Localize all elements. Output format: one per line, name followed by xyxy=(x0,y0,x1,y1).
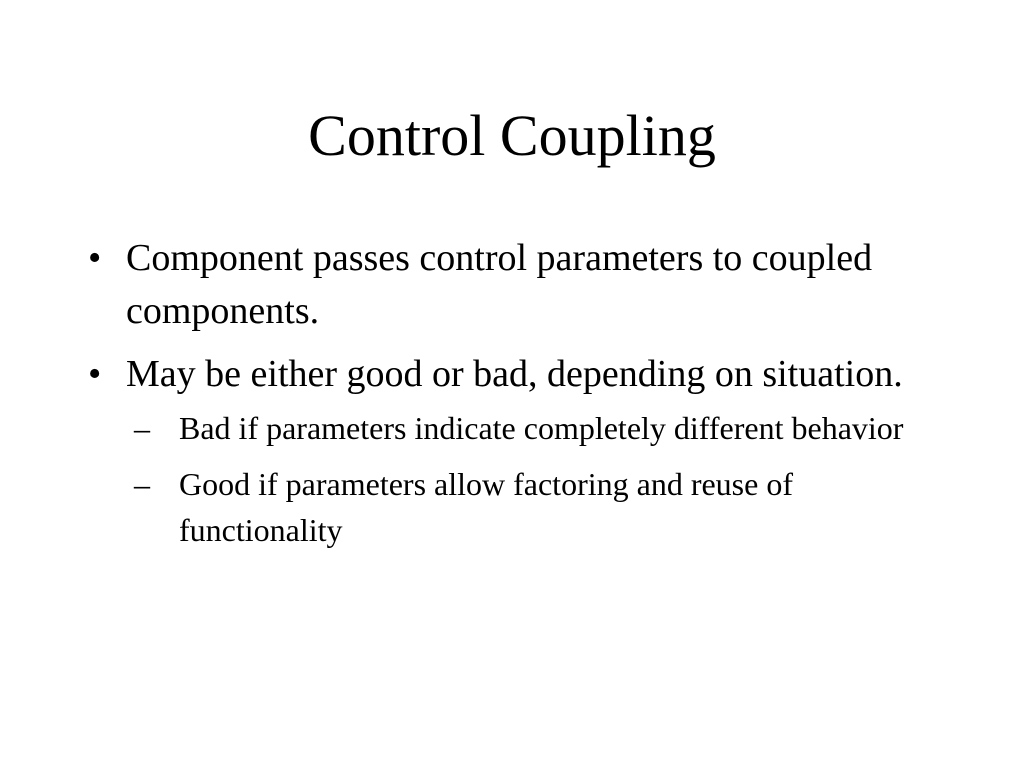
sub-bullet-text: Bad if parameters indicate completely different behavior xyxy=(179,410,904,446)
sub-bullet-marker: – xyxy=(134,410,150,446)
bullet-text: Component passes control parameters to coupled components. xyxy=(126,237,873,332)
sub-bullet-item xyxy=(134,405,948,451)
sub-bullet-item xyxy=(134,461,948,553)
bullet-text: May be either good or bad, depending on situation. xyxy=(126,353,903,395)
slide-title: Control Coupling xyxy=(308,103,716,168)
sub-bullet-marker: – xyxy=(134,466,150,502)
bullet-marker: • xyxy=(88,237,102,279)
bullet-item xyxy=(88,348,948,553)
bullet-item xyxy=(88,232,948,338)
bullet-list xyxy=(88,232,948,563)
sub-bullet-text: Good if parameters allow factoring and reuse of functionality xyxy=(179,466,793,548)
sub-bullet-list xyxy=(126,405,948,553)
bullet-marker: • xyxy=(88,353,102,395)
